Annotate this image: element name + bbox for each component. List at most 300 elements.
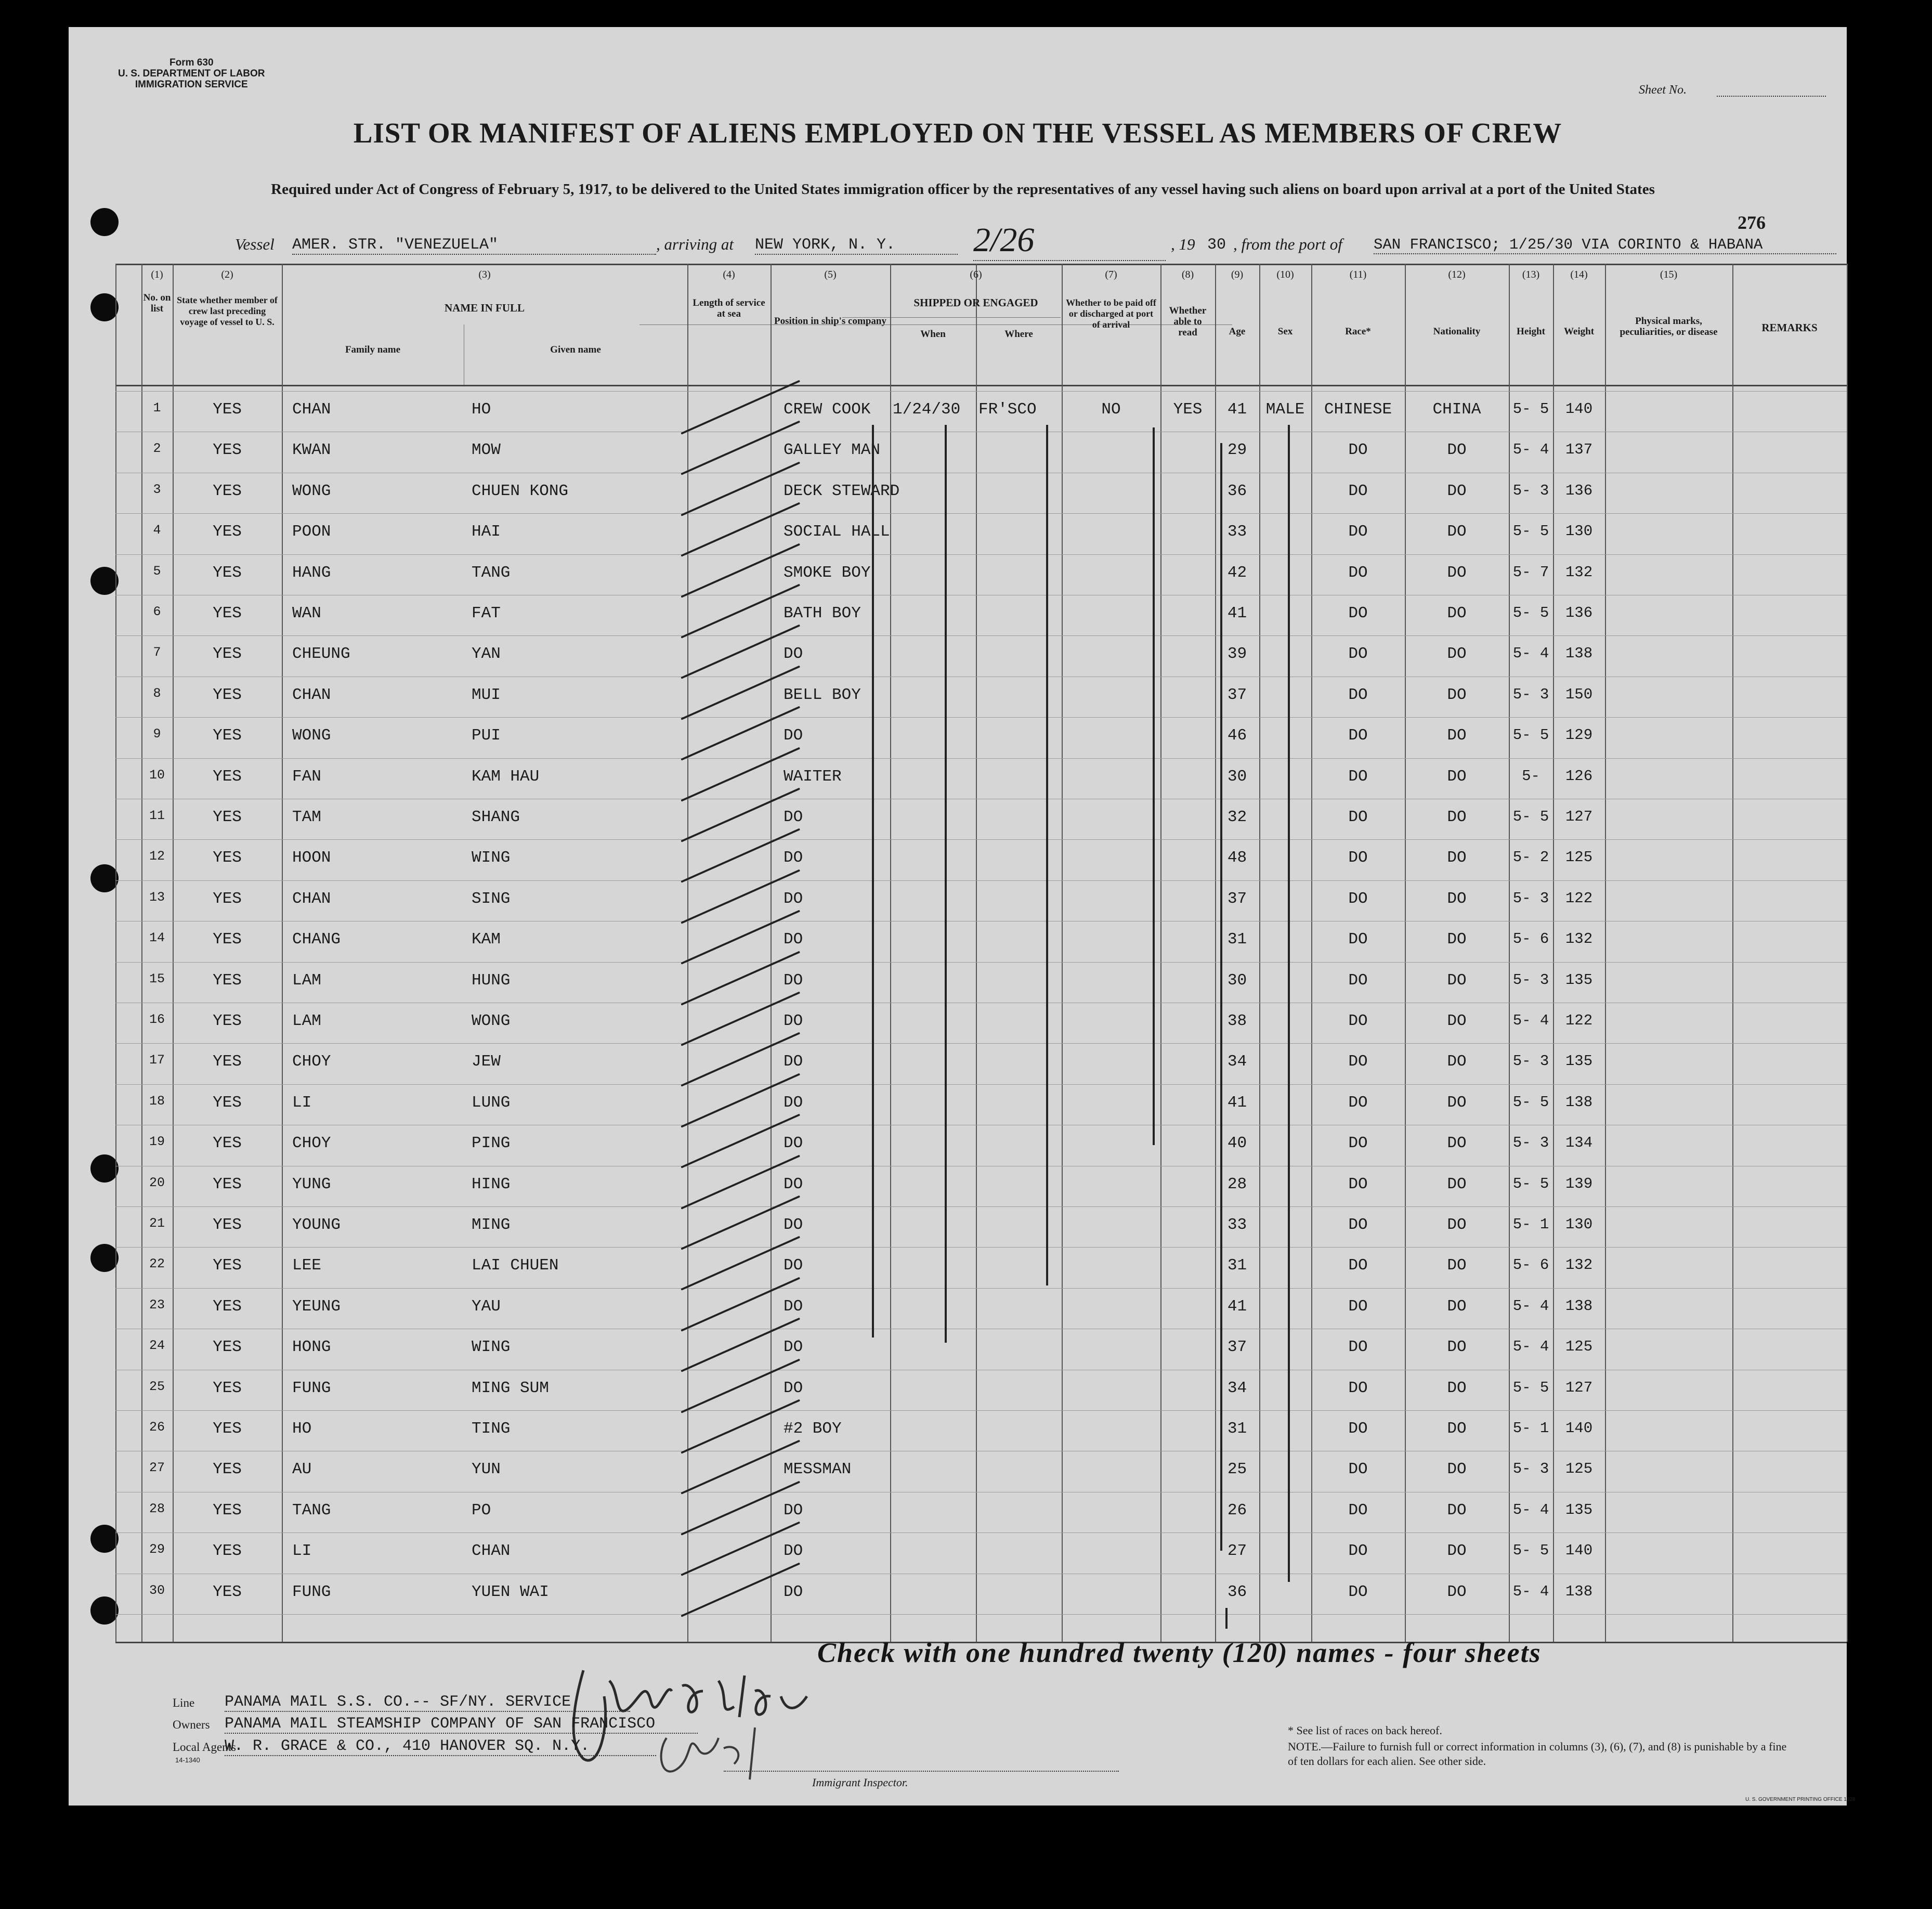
ditto-stroke <box>1288 425 1290 1582</box>
cell-nationality: DO <box>1447 808 1467 826</box>
cell-position: DO <box>784 1582 803 1601</box>
cell-height: 5- 2 <box>1512 849 1549 866</box>
check-mark <box>681 502 800 557</box>
cell-nationality: DO <box>1447 1338 1467 1357</box>
row-rule <box>115 1614 1847 1615</box>
cell-age: 37 <box>1227 1338 1247 1357</box>
cell-weight: 140 <box>1565 400 1593 418</box>
row-rule <box>115 880 1847 881</box>
cell-prev: YES <box>213 1134 242 1153</box>
cell-given: HAI <box>472 523 501 541</box>
year-suffix: 30 <box>1207 236 1226 254</box>
races-note: * See list of races on back hereof. <box>1288 1724 1442 1737</box>
cell-prev: YES <box>213 889 242 908</box>
cell-race: DO <box>1348 1175 1368 1193</box>
cell-given: MOW <box>472 441 501 460</box>
cell-age: 37 <box>1227 889 1247 908</box>
cell-race: DO <box>1348 971 1368 990</box>
check-mark <box>681 747 800 801</box>
cell-nationality: DO <box>1447 482 1467 500</box>
department-name: U. S. DEPARTMENT OF LABOR <box>118 68 265 79</box>
cell-given: HUNG <box>472 971 511 990</box>
cell-family: YOUNG <box>292 1216 341 1234</box>
cell-given: KAM <box>472 930 501 949</box>
cell-position: DO <box>784 1093 803 1112</box>
cell-given: TING <box>472 1420 511 1438</box>
cell-family: KWAN <box>292 441 331 460</box>
cell-given: CHUEN KONG <box>472 482 569 500</box>
handwritten-note: Check with one hundred twenty (120) names - four sheets <box>817 1637 1542 1668</box>
cell-age: 48 <box>1227 849 1247 867</box>
cell-prev: YES <box>213 604 242 622</box>
cell-race: DO <box>1348 1256 1368 1275</box>
cell-nationality: DO <box>1447 1012 1467 1030</box>
printing-office: U. S. GOVERNMENT PRINTING OFFICE 1928 <box>1745 1797 1856 1802</box>
cell-race: DO <box>1348 604 1368 622</box>
cell-nationality: DO <box>1447 1175 1467 1193</box>
cell-weight: 150 <box>1565 685 1593 703</box>
cell-weight: 135 <box>1565 971 1593 989</box>
cell-nationality: DO <box>1447 523 1467 541</box>
cell-nationality: DO <box>1447 604 1467 622</box>
cell-prev: YES <box>213 1501 242 1520</box>
ditto-stroke <box>1220 443 1222 1551</box>
check-mark <box>681 1440 800 1495</box>
col2-header: State whether member of crew last preceding voyage of vessel to U. S. <box>177 295 278 327</box>
cell-given: TANG <box>472 563 511 582</box>
cell-position: BATH BOY <box>784 604 861 622</box>
punch-hole <box>90 293 119 321</box>
cell-height: 5- 5 <box>1512 400 1549 418</box>
cell-weight: 130 <box>1565 1216 1593 1233</box>
cell-family: WONG <box>292 726 331 745</box>
cell-no: 17 <box>149 1053 165 1068</box>
cell-nationality: DO <box>1447 971 1467 990</box>
cell-prev: YES <box>213 726 242 745</box>
cell-family: YUNG <box>292 1175 331 1193</box>
vessel-name: AMER. STR. "VENEZUELA" <box>292 236 656 255</box>
check-mark <box>681 1522 800 1576</box>
col10-number: (10) <box>1276 269 1294 280</box>
cell-race: DO <box>1348 726 1368 745</box>
from-port: SAN FRANCISCO; 1/25/30 VIA CORINTO & HABANA <box>1374 236 1836 254</box>
cell-height: 5- 3 <box>1512 1134 1549 1152</box>
cell-no: 16 <box>149 1012 165 1027</box>
remarks-header: REMARKS <box>1761 321 1818 334</box>
cell-age: 34 <box>1227 1379 1247 1397</box>
row-rule <box>115 513 1847 514</box>
sheet-no-field <box>1717 96 1826 97</box>
cell-no: 2 <box>153 441 161 457</box>
cell-given: YUEN WAI <box>472 1582 549 1601</box>
cell-race: DO <box>1348 1012 1368 1030</box>
cell-prev: YES <box>213 1379 242 1397</box>
check-mark <box>681 1236 800 1291</box>
cell-nationality: DO <box>1447 1093 1467 1112</box>
cell-family: WONG <box>292 482 331 500</box>
cell-position: DO <box>784 889 803 908</box>
col7-header: Whether to be paid off or discharged at port of arrival <box>1066 297 1156 330</box>
check-mark <box>681 991 800 1046</box>
cell-nationality: DO <box>1447 930 1467 949</box>
cell-age: 41 <box>1227 604 1247 622</box>
check-mark <box>681 421 800 475</box>
cell-prev: YES <box>213 685 242 704</box>
cell-nationality: DO <box>1447 1379 1467 1397</box>
manifest-sheet <box>69 27 1856 1806</box>
inspector-label: Immigrant Inspector. <box>812 1776 908 1789</box>
cell-position: DO <box>784 1297 803 1316</box>
cell-family: TANG <box>292 1501 331 1520</box>
cell-weight: 138 <box>1565 1297 1593 1315</box>
cell-position: DO <box>784 1501 803 1520</box>
cell-height: 5- 5 <box>1512 808 1549 825</box>
cell-no: 25 <box>149 1379 165 1394</box>
cell-age: 39 <box>1227 645 1247 664</box>
col4-number: (4) <box>723 269 735 280</box>
cell-height: 5- 4 <box>1512 1012 1549 1029</box>
cell-prev: YES <box>213 1582 242 1601</box>
check-mark <box>681 1114 800 1168</box>
col14-number: (14) <box>1570 269 1588 280</box>
cell-nationality: DO <box>1447 1053 1467 1071</box>
from-label: , from the port of <box>1233 235 1342 253</box>
cell-prev: YES <box>213 1460 242 1479</box>
cell-nationality: DO <box>1447 849 1467 867</box>
cell-no: 18 <box>149 1093 165 1109</box>
row-rule <box>115 1084 1847 1085</box>
check-mark <box>681 869 800 924</box>
cell-family: FAN <box>292 767 321 786</box>
cell-nationality: DO <box>1447 685 1467 704</box>
cell-no: 9 <box>153 726 161 742</box>
cell-family: CHOY <box>292 1053 331 1071</box>
cell-race: DO <box>1348 1338 1368 1357</box>
cell-prev: YES <box>213 1053 242 1071</box>
cell-race: DO <box>1348 930 1368 949</box>
line-label: Line <box>173 1696 195 1709</box>
cell-given: MING SUM <box>472 1379 549 1397</box>
cell-weight: 140 <box>1565 1420 1593 1437</box>
cell-weight: 129 <box>1565 726 1593 744</box>
cell-height: 5- <box>1522 767 1540 785</box>
cell-age: 31 <box>1227 1256 1247 1275</box>
cell-read: YES <box>1173 400 1203 419</box>
cell-given: LUNG <box>472 1093 511 1112</box>
cell-race: DO <box>1348 808 1368 826</box>
column-rule <box>173 264 174 1642</box>
cell-weight: 122 <box>1565 1012 1593 1029</box>
cell-height: 5- 4 <box>1512 1297 1549 1315</box>
check-mark <box>681 1358 800 1413</box>
cell-nationality: DO <box>1447 1460 1467 1479</box>
cell-height: 5- 1 <box>1512 1216 1549 1233</box>
cell-height: 5- 3 <box>1512 1053 1549 1070</box>
punch-hole <box>90 208 119 236</box>
cell-sex: MALE <box>1265 400 1305 419</box>
cell-height: 5- 4 <box>1512 1338 1549 1356</box>
cell-race: DO <box>1348 482 1368 500</box>
cell-family: LI <box>292 1093 312 1112</box>
cell-given: JEW <box>472 1053 501 1071</box>
check-mark <box>681 951 800 1005</box>
cell-prev: YES <box>213 523 242 541</box>
check-mark <box>681 461 800 516</box>
cell-no: 7 <box>153 645 161 660</box>
row-rule <box>115 1288 1847 1289</box>
cell-prev: YES <box>213 808 242 826</box>
cell-prev: YES <box>213 1256 242 1275</box>
check-mark <box>681 380 800 434</box>
column-rule <box>1732 264 1733 1642</box>
cell-height: 5- 7 <box>1512 563 1549 581</box>
cell-nationality: DO <box>1447 1501 1467 1520</box>
cell-weight: 126 <box>1565 767 1593 785</box>
cell-race: DO <box>1348 1134 1368 1153</box>
page-title: LIST OR MANIFEST OF ALIENS EMPLOYED ON THE VESSEL AS MEMBERS OF CREW <box>353 117 1562 149</box>
column-rule <box>115 264 116 1642</box>
cell-position: BELL BOY <box>784 685 861 704</box>
sheet-no-label: Sheet No. <box>1639 83 1687 97</box>
cell-height: 5- 6 <box>1512 930 1549 948</box>
column-rule <box>1160 264 1161 1642</box>
cell-no: 20 <box>149 1175 165 1190</box>
check-mark <box>681 625 800 679</box>
cell-no: 11 <box>149 808 165 823</box>
check-mark <box>681 1277 800 1331</box>
cell-no: 13 <box>149 889 165 905</box>
cell-position: DO <box>784 1053 803 1071</box>
cell-age: 37 <box>1227 685 1247 704</box>
cell-age: 30 <box>1227 767 1247 786</box>
check-mark <box>681 1399 800 1453</box>
cell-no: 14 <box>149 930 165 946</box>
col1-header: No. on list <box>143 292 171 314</box>
cell-height: 5- 5 <box>1512 604 1549 621</box>
cell-no: 21 <box>149 1216 165 1231</box>
ditto-stroke <box>872 425 874 1337</box>
agents-label: Local Agents <box>173 1741 236 1754</box>
cell-nationality: DO <box>1447 563 1467 582</box>
cell-age: 32 <box>1227 808 1247 826</box>
row-rule <box>115 758 1847 759</box>
page-subtitle: Required under Act of Congress of February 5, 1917, to be delivered to the United States immigration officer by the representatives of any vessel having such aliens on board upon arrival at a port of the United States <box>271 181 1655 198</box>
cell-family: HO <box>292 1420 312 1438</box>
column-rule <box>1605 264 1606 1642</box>
col13-header: Height <box>1517 326 1545 337</box>
punch-hole <box>90 567 119 595</box>
cell-family: CHAN <box>292 685 331 704</box>
cell-weight: 135 <box>1565 1053 1593 1070</box>
cell-family: HOON <box>292 849 331 867</box>
cell-nationality: DO <box>1447 889 1467 908</box>
col9-header: Age <box>1229 326 1246 337</box>
ditto-stroke <box>1153 427 1155 1145</box>
cell-weight: 132 <box>1565 563 1593 581</box>
cell-prev: YES <box>213 563 242 582</box>
cell-family: TAM <box>292 808 321 826</box>
cell-position: DO <box>784 726 803 745</box>
col13-number: (13) <box>1522 269 1540 280</box>
cell-family: CHAN <box>292 889 331 908</box>
row-rule <box>115 1410 1847 1411</box>
cell-family: FUNG <box>292 1379 331 1397</box>
cell-position: DO <box>784 808 803 826</box>
cell-height: 5- 4 <box>1512 645 1549 663</box>
cell-position: DO <box>784 1012 803 1030</box>
cell-no: 30 <box>149 1582 165 1598</box>
cell-no: 3 <box>153 482 161 497</box>
cell-family: FUNG <box>292 1582 331 1601</box>
check-mark <box>681 1073 800 1127</box>
cell-race: DO <box>1348 563 1368 582</box>
vessel-label: Vessel <box>235 235 275 253</box>
inspector-signature-line <box>724 1771 1119 1772</box>
cell-age: 28 <box>1227 1175 1247 1193</box>
cell-weight: 140 <box>1565 1542 1593 1560</box>
col15-number: (15) <box>1660 269 1678 280</box>
cell-nationality: DO <box>1447 726 1467 745</box>
cell-position: DO <box>784 971 803 990</box>
cell-position: DECK STEWARD <box>784 482 900 500</box>
cell-weight: 136 <box>1565 482 1593 499</box>
cell-position: SMOKE BOY <box>784 563 871 582</box>
row-rule <box>115 391 1847 392</box>
column-rule <box>141 264 142 1642</box>
col12-number: (12) <box>1448 269 1466 280</box>
owners-value: PANAMA MAIL STEAMSHIP COMPANY OF SAN FRANCISCO <box>225 1715 698 1734</box>
cell-no: 8 <box>153 685 161 701</box>
col11-number: (11) <box>1349 269 1367 280</box>
punch-hole <box>90 1596 119 1625</box>
cell-race: DO <box>1348 1542 1368 1561</box>
cell-race: DO <box>1348 1582 1368 1601</box>
cell-nationality: CHINA <box>1432 400 1481 419</box>
cell-given: PUI <box>472 726 501 745</box>
header-bottom-rule <box>115 385 1847 386</box>
col4-header: Length of service at sea <box>693 297 765 319</box>
cell-family: HONG <box>292 1338 331 1357</box>
punch-hole <box>90 1525 119 1553</box>
cell-given: YAU <box>472 1297 501 1316</box>
form-code: 14-1340 <box>175 1756 200 1764</box>
row-rule <box>115 717 1847 718</box>
cell-weight: 137 <box>1565 441 1593 459</box>
cell-weight: 138 <box>1565 1093 1593 1111</box>
cell-age: 30 <box>1227 971 1247 990</box>
owners-label: Owners <box>173 1718 210 1731</box>
cell-age: 41 <box>1227 1093 1247 1112</box>
cell-height: 5- 3 <box>1512 482 1549 499</box>
check-mark <box>681 1195 800 1250</box>
cell-where: FR'SCO <box>978 400 1037 419</box>
col7-number: (7) <box>1105 269 1117 280</box>
check-mark <box>681 787 800 842</box>
cell-position: DO <box>784 1542 803 1561</box>
cell-prev: YES <box>213 1012 242 1030</box>
col8-number: (8) <box>1181 269 1194 280</box>
cell-nationality: DO <box>1447 1216 1467 1234</box>
cell-weight: 127 <box>1565 808 1593 825</box>
cell-height: 5- 5 <box>1512 726 1549 744</box>
cell-no: 1 <box>153 400 161 415</box>
cell-prev: YES <box>213 849 242 867</box>
cell-family: LI <box>292 1542 312 1561</box>
cell-family: CHEUNG <box>292 645 350 664</box>
cell-weight: 134 <box>1565 1134 1593 1152</box>
cell-position: MESSMAN <box>784 1460 852 1479</box>
col6-sub-where: Where <box>1004 329 1033 340</box>
cell-age: 38 <box>1227 1012 1247 1030</box>
cell-height: 5- 5 <box>1512 1175 1549 1192</box>
col12-header: Nationality <box>1433 326 1481 337</box>
cell-age: 42 <box>1227 563 1247 582</box>
cell-height: 5- 1 <box>1512 1420 1549 1437</box>
col6-number: (6) <box>970 269 982 280</box>
column-rule <box>976 264 977 1642</box>
cell-family: LEE <box>292 1256 321 1275</box>
check-mark <box>681 1154 800 1209</box>
cell-position: DO <box>784 849 803 867</box>
cell-prev: YES <box>213 1093 242 1112</box>
cell-prev: YES <box>213 400 242 419</box>
cell-given: YUN <box>472 1460 501 1479</box>
cell-weight: 125 <box>1565 849 1593 866</box>
cell-age: 25 <box>1227 1460 1247 1479</box>
row-rule <box>115 1206 1847 1207</box>
cell-weight: 135 <box>1565 1501 1593 1518</box>
cell-paid-off: NO <box>1101 400 1121 419</box>
cell-no: 28 <box>149 1501 165 1516</box>
cell-given: HO <box>472 400 491 419</box>
cell-prev: YES <box>213 441 242 460</box>
cell-given: MING <box>472 1216 511 1234</box>
cell-position: DO <box>784 1379 803 1397</box>
cell-weight: 139 <box>1565 1175 1593 1192</box>
check-mark <box>681 543 800 598</box>
cell-family: HANG <box>292 563 331 582</box>
cell-given: PING <box>472 1134 511 1153</box>
row-rule <box>115 554 1847 555</box>
cell-height: 5- 5 <box>1512 1093 1549 1111</box>
cell-age: 41 <box>1227 400 1247 419</box>
cell-nationality: DO <box>1447 1256 1467 1275</box>
check-mark <box>681 828 800 883</box>
cell-nationality: DO <box>1447 1420 1467 1438</box>
cell-given: CHAN <box>472 1542 511 1561</box>
cell-no: 19 <box>149 1134 165 1150</box>
cell-given: PO <box>472 1501 491 1520</box>
cell-height: 5- 5 <box>1512 1542 1549 1560</box>
cell-prev: YES <box>213 1420 242 1438</box>
ditto-stroke <box>1225 1608 1228 1629</box>
agents-value: W. R. GRACE & CO., 410 HANOVER SQ. N.Y. <box>225 1737 656 1756</box>
cell-no: 26 <box>149 1420 165 1435</box>
cell-family: CHAN <box>292 400 331 419</box>
arriving-port: NEW YORK, N. Y. <box>755 236 958 255</box>
cell-height: 5- 5 <box>1512 1379 1549 1396</box>
col3-sub-family: Family name <box>345 344 401 355</box>
arriving-label: , arriving at <box>656 235 734 253</box>
cell-height: 5- 3 <box>1512 685 1549 703</box>
cell-age: 27 <box>1227 1542 1247 1561</box>
column-rule <box>1259 264 1260 1642</box>
row-rule <box>115 635 1847 636</box>
cell-given: SHANG <box>472 808 520 826</box>
cell-prev: YES <box>213 1297 242 1316</box>
cell-position: DO <box>784 1338 803 1357</box>
cell-given: KAM HAU <box>472 767 540 786</box>
